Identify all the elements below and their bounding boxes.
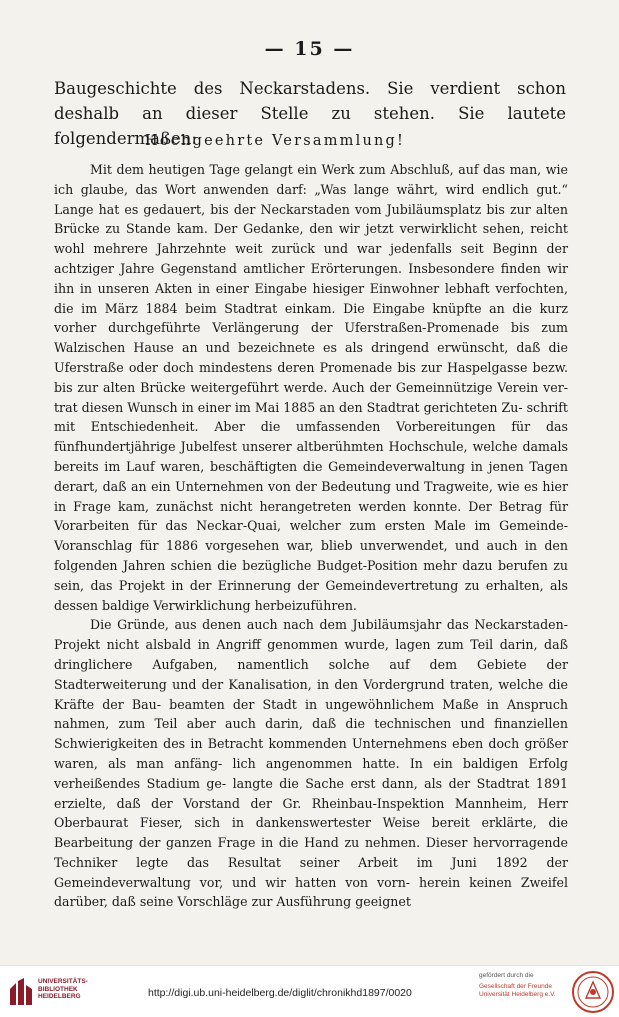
paragraph-1: Mit dem heutigen Tage gelangt ein Werk zum Abschluß, auf das man, wie ich glaube, das Wort anwenden darf: „Was lange währt, wird endlich gut.“ Lange hat es gedauert, bis der Neckarstaden vom Jubiläumsplatz bis zur alten Brücke zu Stande kam. Der Gedanke, den wir jetzt verwirklicht sehen, reicht wohl mehrere Jahrzehnte weit zurück und war jedenfalls seit Beginn der achtziger Jahre Gegenstand amtlicher Erörterungen. Insbesondere finden wir ihn in unseren Akten in einer Eingabe hiesiger Einwohner lebhaft verfochten, die im März 1884 beim Stadtrat einkam. Die Eingabe knüpfte an die kurz vorher durchgeführte Verlängerung der Uferstraßen-Promenade bis zum Walzischen Hause an und bezeichnete es als dringend erwünscht, daß die Uferstraße oder doch mindestens deren Promenade bis zur Haspelgasse bezw. bis zur alten Brücke weitergeführt werde. Auch der Gemeinnützige Verein ver- trat diesen Wunsch in einer im Mai 1885 an den Stadtrat gerichteten Zu- schrift mit Entschiedenheit. Aber die umfassenden Vorbereitungen für das fünfhundertjährige Jubelfest unserer altberühmten Hochschule, welche damals bereits im Lauf waren, beschäftigten die Gemeindeverwaltung in jenen Tagen derart, daß an ein Unternehmen von der Bedeutung und Tragweite, wie es hier in Frage kam, zunächst nicht herangetreten werden konnte. Der Betrag für Vorarbeiten für das Neckar-Quai, welcher zum ersten Male im Gemeinde- Voranschlag für 1886 vorgesehen war, blieb unverwendet, und auch in den folgenden Jahren schien die bezügliche Budget-Position mehr dazu berufen zu sein, das Projekt in der Erinnerung der Gemeindevertretung zu erhalten, als dessen baldige Verwirklichung herbeizuführen. bbox=[54, 162, 568, 613]
body-text bbox=[54, 160, 568, 912]
salutation: Hochgeehrte Versammlung! bbox=[145, 133, 406, 149]
page-number: — 15 — bbox=[264, 38, 355, 60]
funded-by-label: gefördert durch die bbox=[479, 972, 534, 979]
footer-bar bbox=[0, 965, 619, 1017]
library-logo-icon bbox=[8, 977, 36, 1007]
intro-text: Baugeschichte des Neckarstadens. Sie verdient schon deshalb an dieser Stelle zu stehen. Sie lautete folgendermaßen: bbox=[54, 79, 566, 148]
society-name: Gesellschaft der Freunde Universität Heidelberg e.V. bbox=[479, 983, 556, 998]
paragraph-2: Die Gründe, aus denen auch nach dem Jubiläumsjahr das Neckarstaden- Projekt nicht alsbald in Angriff genommen wurde, lagen zum Teil darin, daß dringlichere Aufgaben, namentlich solche auf dem Gebiete der Stadterweiterung und der Kanalisation, in den Vordergrund traten, welche die Kräfte der Bau- beamten der Stadt in ungewöhnlichem Maße in Anspruch nahmen, zum Teil aber auch darin, daß die technischen und finanziellen Schwierigkeiten des in Betracht kommenden Unternehmens eben doch größer waren, als man anfäng- lich angenommen hatte. In ein baldigen Erfolg verheißendes Stadium ge- langte die Sache erst dann, als der Stadtrat 1891 erzielte, daß der Vorstand der Gr. Rheinbau-Inspektion Mannheim, Herr Oberbaurat Fieser, sich in dankenswertester Weise bereit erklärte, die Bearbeitung der ganzen Frage in die Hand zu nehmen. Dieser hervorragende Techniker legte das Resultat seiner Arbeit im Juni 1892 der Gemeindeverwaltung vor, und wir hatten von vorn- herein keinen Zweifel darüber, daß seine Vorschläge zur Ausführung geeignet bbox=[54, 617, 568, 910]
university-seal-icon bbox=[571, 970, 615, 1014]
source-url-link[interactable]: http://digi.ub.uni-heidelberg.de/diglit/chronikhd1897/0020 bbox=[148, 987, 412, 999]
library-name: UNIVERSITÄTS- BIBLIOTHEK HEIDELBERG bbox=[38, 978, 88, 1001]
